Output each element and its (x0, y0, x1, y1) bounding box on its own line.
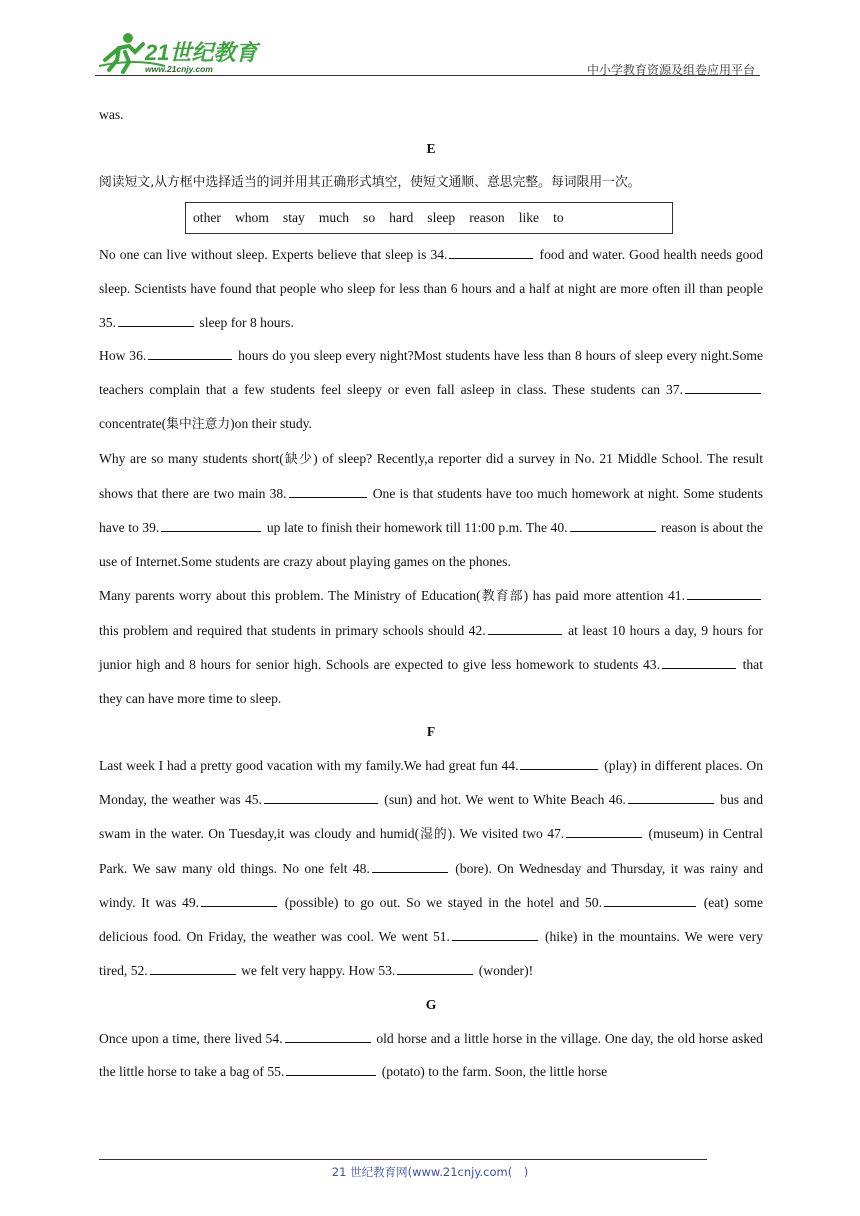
answer-blank-39[interactable] (161, 517, 261, 532)
answer-blank-45[interactable] (264, 789, 378, 804)
svg-text:www.21cnjy.com: www.21cnjy.com (145, 64, 213, 74)
answer-blank-36[interactable] (148, 345, 232, 360)
answer-blank-53[interactable] (397, 960, 473, 975)
word-bank-item: reason (469, 209, 505, 225)
platform-title: 中小学教育资源及组卷应用平台 (586, 63, 755, 77)
answer-blank-38[interactable] (289, 483, 367, 498)
word-bank-item: whom (234, 209, 269, 225)
section-g-heading: G (425, 996, 437, 1012)
word-bank-item: sleep (427, 209, 456, 225)
page-footer[interactable]: 21 世纪教育网(www.21cnjy.com( ) (331, 1165, 529, 1179)
page-header (95, 30, 765, 78)
answer-blank-34[interactable] (449, 244, 533, 259)
answer-blank-41[interactable] (687, 585, 761, 600)
answer-blank-55[interactable] (286, 1061, 376, 1076)
answer-blank-42[interactable] (488, 620, 562, 635)
answer-blank-37[interactable] (685, 379, 761, 394)
answer-blank-51[interactable] (452, 926, 538, 941)
answer-blank-49[interactable] (201, 892, 277, 907)
document-body (99, 98, 763, 1089)
answer-blank-47[interactable] (566, 823, 642, 838)
word-bank-item: like (518, 209, 540, 225)
answer-blank-44[interactable] (520, 755, 598, 770)
word-bank-item: stay (282, 209, 305, 225)
answer-blank-35[interactable] (118, 312, 194, 327)
answer-blank-40[interactable] (570, 517, 656, 532)
answer-blank-50[interactable] (604, 892, 696, 907)
answer-blank-52[interactable] (150, 960, 236, 975)
word-bank-box (185, 202, 673, 234)
answer-blank-54[interactable] (285, 1028, 371, 1043)
footer-divider (99, 1159, 707, 1160)
word-bank-item: to (553, 209, 564, 225)
answer-blank-46[interactable] (628, 789, 714, 804)
section-g-paragraph: Once upon a time, there lived 54. old horse and a little horse in the village. One day, the old horse asked the little horse to take a bag of 55. (potato) to the farm. Soon, the little horse (99, 1022, 763, 1090)
logo (95, 30, 265, 76)
section-f-paragraph: Last week I had a pretty good vacation with my family.We had great fun 44. (play) in different places. On Monday, the weather was 45. (sun) and hot. We went to White Beach 46. bus and swam in the water. On Tuesday,it was cloudy and humid(湿的). We visited two 47. (museum) in Central Park. We saw many old things. No one felt 48. (bore). On Wednesday and Thursday, it was rainy and windy. It was 49. (possible) to go out. So we stayed in the hotel and 50. (eat) some delicious food. On Friday, the weather was cool. We went 51. (hike) in the mountains. We were very tired, 52. we felt very happy. How 53. (wonder)! (99, 749, 763, 987)
section-f-heading: F (426, 724, 436, 740)
answer-blank-43[interactable] (662, 654, 736, 669)
lead-line: was. (99, 107, 124, 122)
header-divider (95, 75, 760, 76)
word-bank-item: much (318, 209, 350, 225)
runner-logo-icon (95, 30, 265, 76)
word-bank-item: hard (389, 209, 414, 225)
word-bank-item: other (193, 209, 221, 225)
section-e-instruction: 阅读短文,从方框中选择适当的词并用其正确形式填空，使短文通顺、意思完整。每词限用一次。 (99, 174, 641, 190)
section-e-heading: E (426, 140, 436, 156)
section-e-paragraph-4: Many parents worry about this problem. The Ministry of Education(教育部) has paid more attention 41. this problem and required that students in primary schools should 42. at least 10 hours a day, 9 hours for junior high and 8 hours for senior high. Schools are expected to give less homework to students 43. that they can have more time to sleep. (99, 579, 763, 716)
svg-text:21世纪教育: 21世纪教育 (145, 40, 258, 65)
answer-blank-48[interactable] (372, 858, 448, 873)
section-e-paragraph-1: No one can live without sleep. Experts believe that sleep is 34. food and water. Good health needs good sleep. Scientists have found that people who sleep for less than 6 hours and a half at night are more often ill than people 35. sleep for 8 hours. (99, 238, 763, 340)
section-e-paragraph-2: How 36. hours do you sleep every night?Most students have less than 8 hours of sleep every night.Some teachers complain that a few students feel sleepy or even fall asleep in class. These students can 37. concentrate(集中注意力)on their study. (99, 339, 763, 442)
section-e-paragraph-3: Why are so many students short(缺少) of sleep? Recently,a reporter did a survey in No. 21 Middle School. The result shows that there are two main 38. One is that students have too much homework at night. Some students have to 39. up late to finish their homework till 11:00 p.m. The 40. reason is about the use of Internet.Some students are crazy about playing games on the phones. (99, 451, 764, 569)
word-bank-item: so (363, 209, 376, 225)
